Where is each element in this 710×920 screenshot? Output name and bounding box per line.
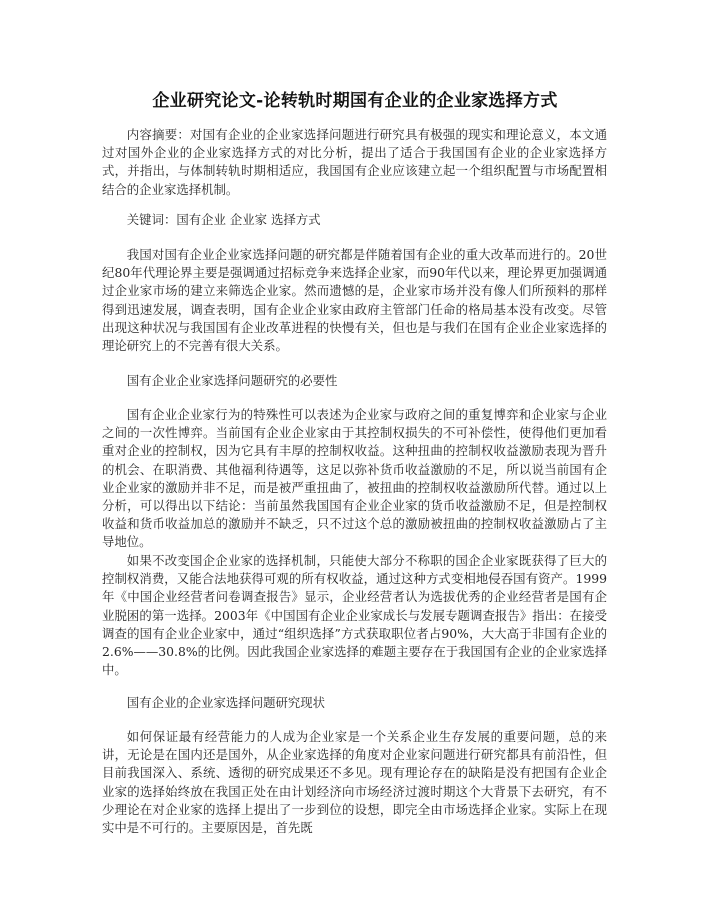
necessity-paragraph-1: 国有企业企业家行为的特殊性可以表述为企业家与政府之间的重复博弈和企业家与企业之间的一次性博弈。当前国有企业企业家由于其控制权损失的不可补偿性，使得他们更加看重对企业的控制权，因为它具有丰厚的控制权收益。这种扭曲的控制权收益激励表现为晋升的机会、在职消费、其他福利待遇等，这足以弥补货币收益激励的不足，所以说当前国有企业企业家的激励并非不足，而是被严重扭曲了，被扭曲的控制权收益激励所代替。通过以上分析，可以得出以下结论：当前虽然我国国有企业企业家的货币收益激励不足，但是控制权收益和货币收益加总的激励并不缺乏，只不过这个总的激励被扭曲的控制权收益激励占了主导地位。 [102, 407, 607, 550]
status-paragraph: 如何保证最有经营能力的人成为企业家是一个关系企业生存发展的重要问题，总的来讲，无论是在国内还是国外，从企业家选择的角度对企业家问题进行研究都具有前沿性，但目前我国深入、系统、透彻的研究成果还不多见。现有理论存在的缺陷是没有把国有企业企业家的选择始终放在我国正处在由计划经济向市场经济过渡时期这个大背景下去研究，有不少理论在对企业家的选择上提出了一步到位的设想，即完全由市场选择企业家。实际上在现实中是不可行的。主要原因是，首先既 [102, 729, 607, 836]
intro-paragraph: 我国对国有企业企业家选择问题的研究都是伴随着国有企业的重大改革而进行的。20世纪80年代理论界主要是强调通过招标竞争来选择企业家，而90年代以来，理论界更加强调通过企业家市场的建立来筛选企业家。然而遗憾的是，企业家市场并没有像人们所预料的那样得到迅速发展，调查表明，国有企业企业家由政府主管部门任命的格局基本没有改变。尽管出现这种状况与我国国有企业改革进程的快慢有关，但也是与我们在国有企业企业家选择的理论研究上的不完善有很大关系。 [102, 247, 607, 354]
document-title: 企业研究论文-论转轨时期国有企业的企业家选择方式 [152, 91, 558, 111]
section-heading-necessity: 国有企业企业家选择问题研究的必要性 [126, 373, 338, 388]
section-heading-status: 国有企业的企业家选择问题研究现状 [126, 695, 326, 710]
necessity-paragraph-2: 如果不改变国企企业家的选择机制，只能使大部分不称职的国企企业家既获得了巨大的控制权消费，又能合法地获得可观的所有权收益，通过这种方式变相地侵吞国有资产。1999年《中国企业经营者问卷调查报告》显示，企业经营者认为选拔优秀的企业经营者是国有企业脱困的第一选择。2003年《中国国有企业企业家成长与发展专题调查报告》指出：在接受调查的国有企业企业家中，通过“组织选择”方式获取职位者占90%，大大高于非国有企业的2.6%——30.8%的比例。因此我国企业家选择的难题主要存在于我国国有企业的企业家选择中。 [102, 553, 607, 678]
abstract-paragraph: 内容摘要：对国有企业的企业家选择问题进行研究具有极强的现实和理论意义，本文通过对国外企业的企业家选择方式的对比分析，提出了适合于我国国有企业的企业家选择方式，并指出，与体制转轨时期相适应，我国国有企业应该建立起一个组织配置与市场配置相结合的企业家选择机制。 [102, 127, 607, 197]
keywords-line: 关键词：国有企业 企业家 选择方式 [126, 212, 321, 227]
